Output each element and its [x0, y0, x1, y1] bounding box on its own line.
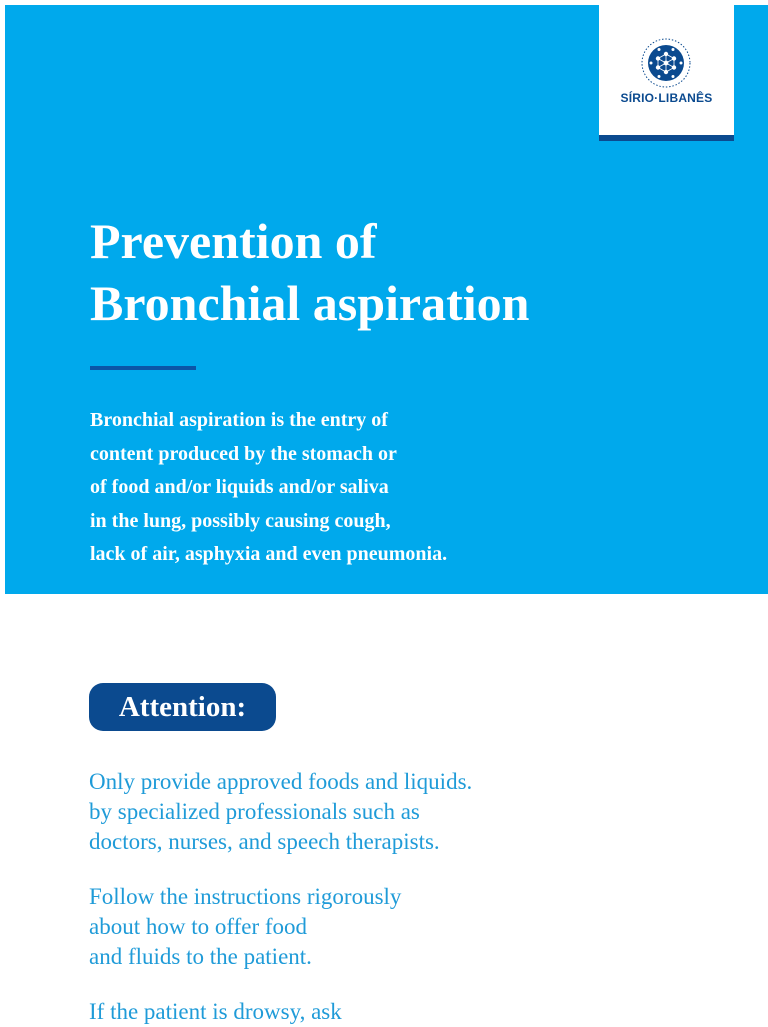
intro-line: content produced by the stomach or [90, 442, 397, 465]
logo-wordmark: SÍRIO·LIBANÊS [620, 91, 713, 105]
guideline-paragraph [89, 997, 729, 1027]
intro-line: of food and/or liquids and/or saliva [90, 476, 389, 498]
hospital-emblem-icon [632, 37, 700, 89]
hero-banner [5, 5, 768, 594]
guideline-line: Follow the instructions rigorously [89, 884, 402, 909]
attention-badge: Attention: [89, 683, 276, 731]
intro-line: lack of air, asphyxia and even pneumonia. [90, 543, 448, 565]
guideline-line: about how to offer food [89, 914, 308, 939]
title-line: Prevention of [90, 213, 377, 269]
intro-line: in the lung, possibly causing cough, [90, 509, 391, 532]
guideline-line: and fluids to the patient. [89, 944, 312, 969]
intro-line: Bronchial aspiration is the entry of [90, 409, 388, 431]
page-title [90, 210, 730, 334]
guideline-line: by specialized professionals such as [89, 799, 420, 824]
guideline-line: Only provide approved foods and liquids. [89, 769, 473, 794]
guideline-line: doctors, nurses, and speech therapists. [89, 829, 440, 854]
logo [599, 5, 734, 141]
title-line: Bronchial aspiration [90, 275, 530, 331]
guideline-paragraph [89, 767, 729, 857]
guideline-line: If the patient is drowsy, ask [89, 999, 342, 1024]
intro-text [90, 404, 690, 572]
guideline-paragraph [89, 882, 729, 972]
title-divider [90, 366, 196, 370]
